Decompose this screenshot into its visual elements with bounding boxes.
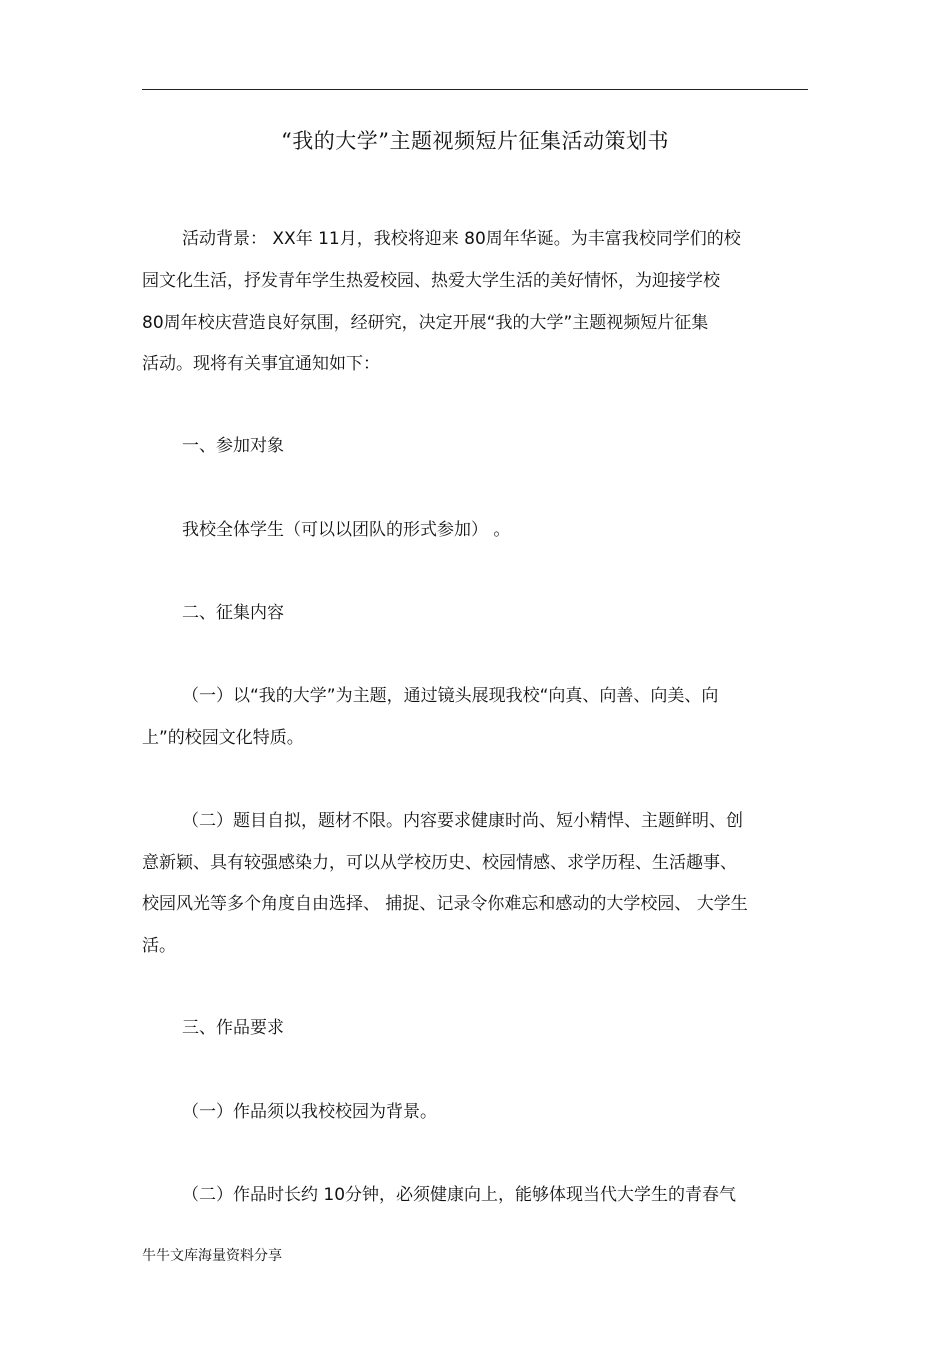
content-item2-line-1: （二）题目自拟，题材不限。内容要求健康时尚、短小精悍、主题鲜明、创 (182, 811, 743, 831)
participants-body: 我校全体学生（可以以团队的形式参加） 。 (182, 520, 511, 540)
content-item1-line-2: 上”的校园文化特质。 (142, 728, 304, 748)
content-item2-line-4: 活。 (142, 936, 176, 956)
section-heading-participants: 一、参加对象 (182, 436, 284, 456)
content-item2-line-3: 校园风光等多个角度自由选择、 捕捉、记录令你难忘和感动的大学校园、 大学生 (142, 894, 748, 914)
content-item2-line-2: 意新颖、具有较强感染力，可以从学校历史、校园情感、求学历程、生活趣事、 (142, 853, 737, 873)
content-item1-line-1: （一）以“我的大学”为主题，通过镜头展现我校“向真、向善、向美、向 (182, 686, 719, 706)
document-title: “我的大学”主题视频短片征集活动策划书 (281, 129, 669, 153)
requirements-item2: （二）作品时长约 10分钟，必须健康向上，能够体现当代大学生的青春气 (182, 1185, 737, 1205)
section-heading-requirements: 三、作品要求 (182, 1018, 284, 1038)
background-line-3: 80周年校庆营造良好氛围，经研究，决定开展“我的大学”主题视频短片征集 (142, 313, 709, 333)
background-line-2: 园文化生活，抒发青年学生热爱校园、热爱大学生活的美好情怀，为迎接学校 (142, 271, 720, 291)
background-line-1: 活动背景： XX年 11月，我校将迎来 80周年华诞。为丰富我校同学们的校 (182, 229, 741, 249)
requirements-item1: （一）作品须以我校校园为背景。 (182, 1102, 437, 1122)
header-rule (142, 89, 808, 90)
page-footer: 牛牛文库海量资料分享 (142, 1248, 282, 1264)
section-heading-content: 二、征集内容 (182, 603, 284, 623)
background-line-4: 活动。现将有关事宜通知如下： (142, 354, 380, 374)
